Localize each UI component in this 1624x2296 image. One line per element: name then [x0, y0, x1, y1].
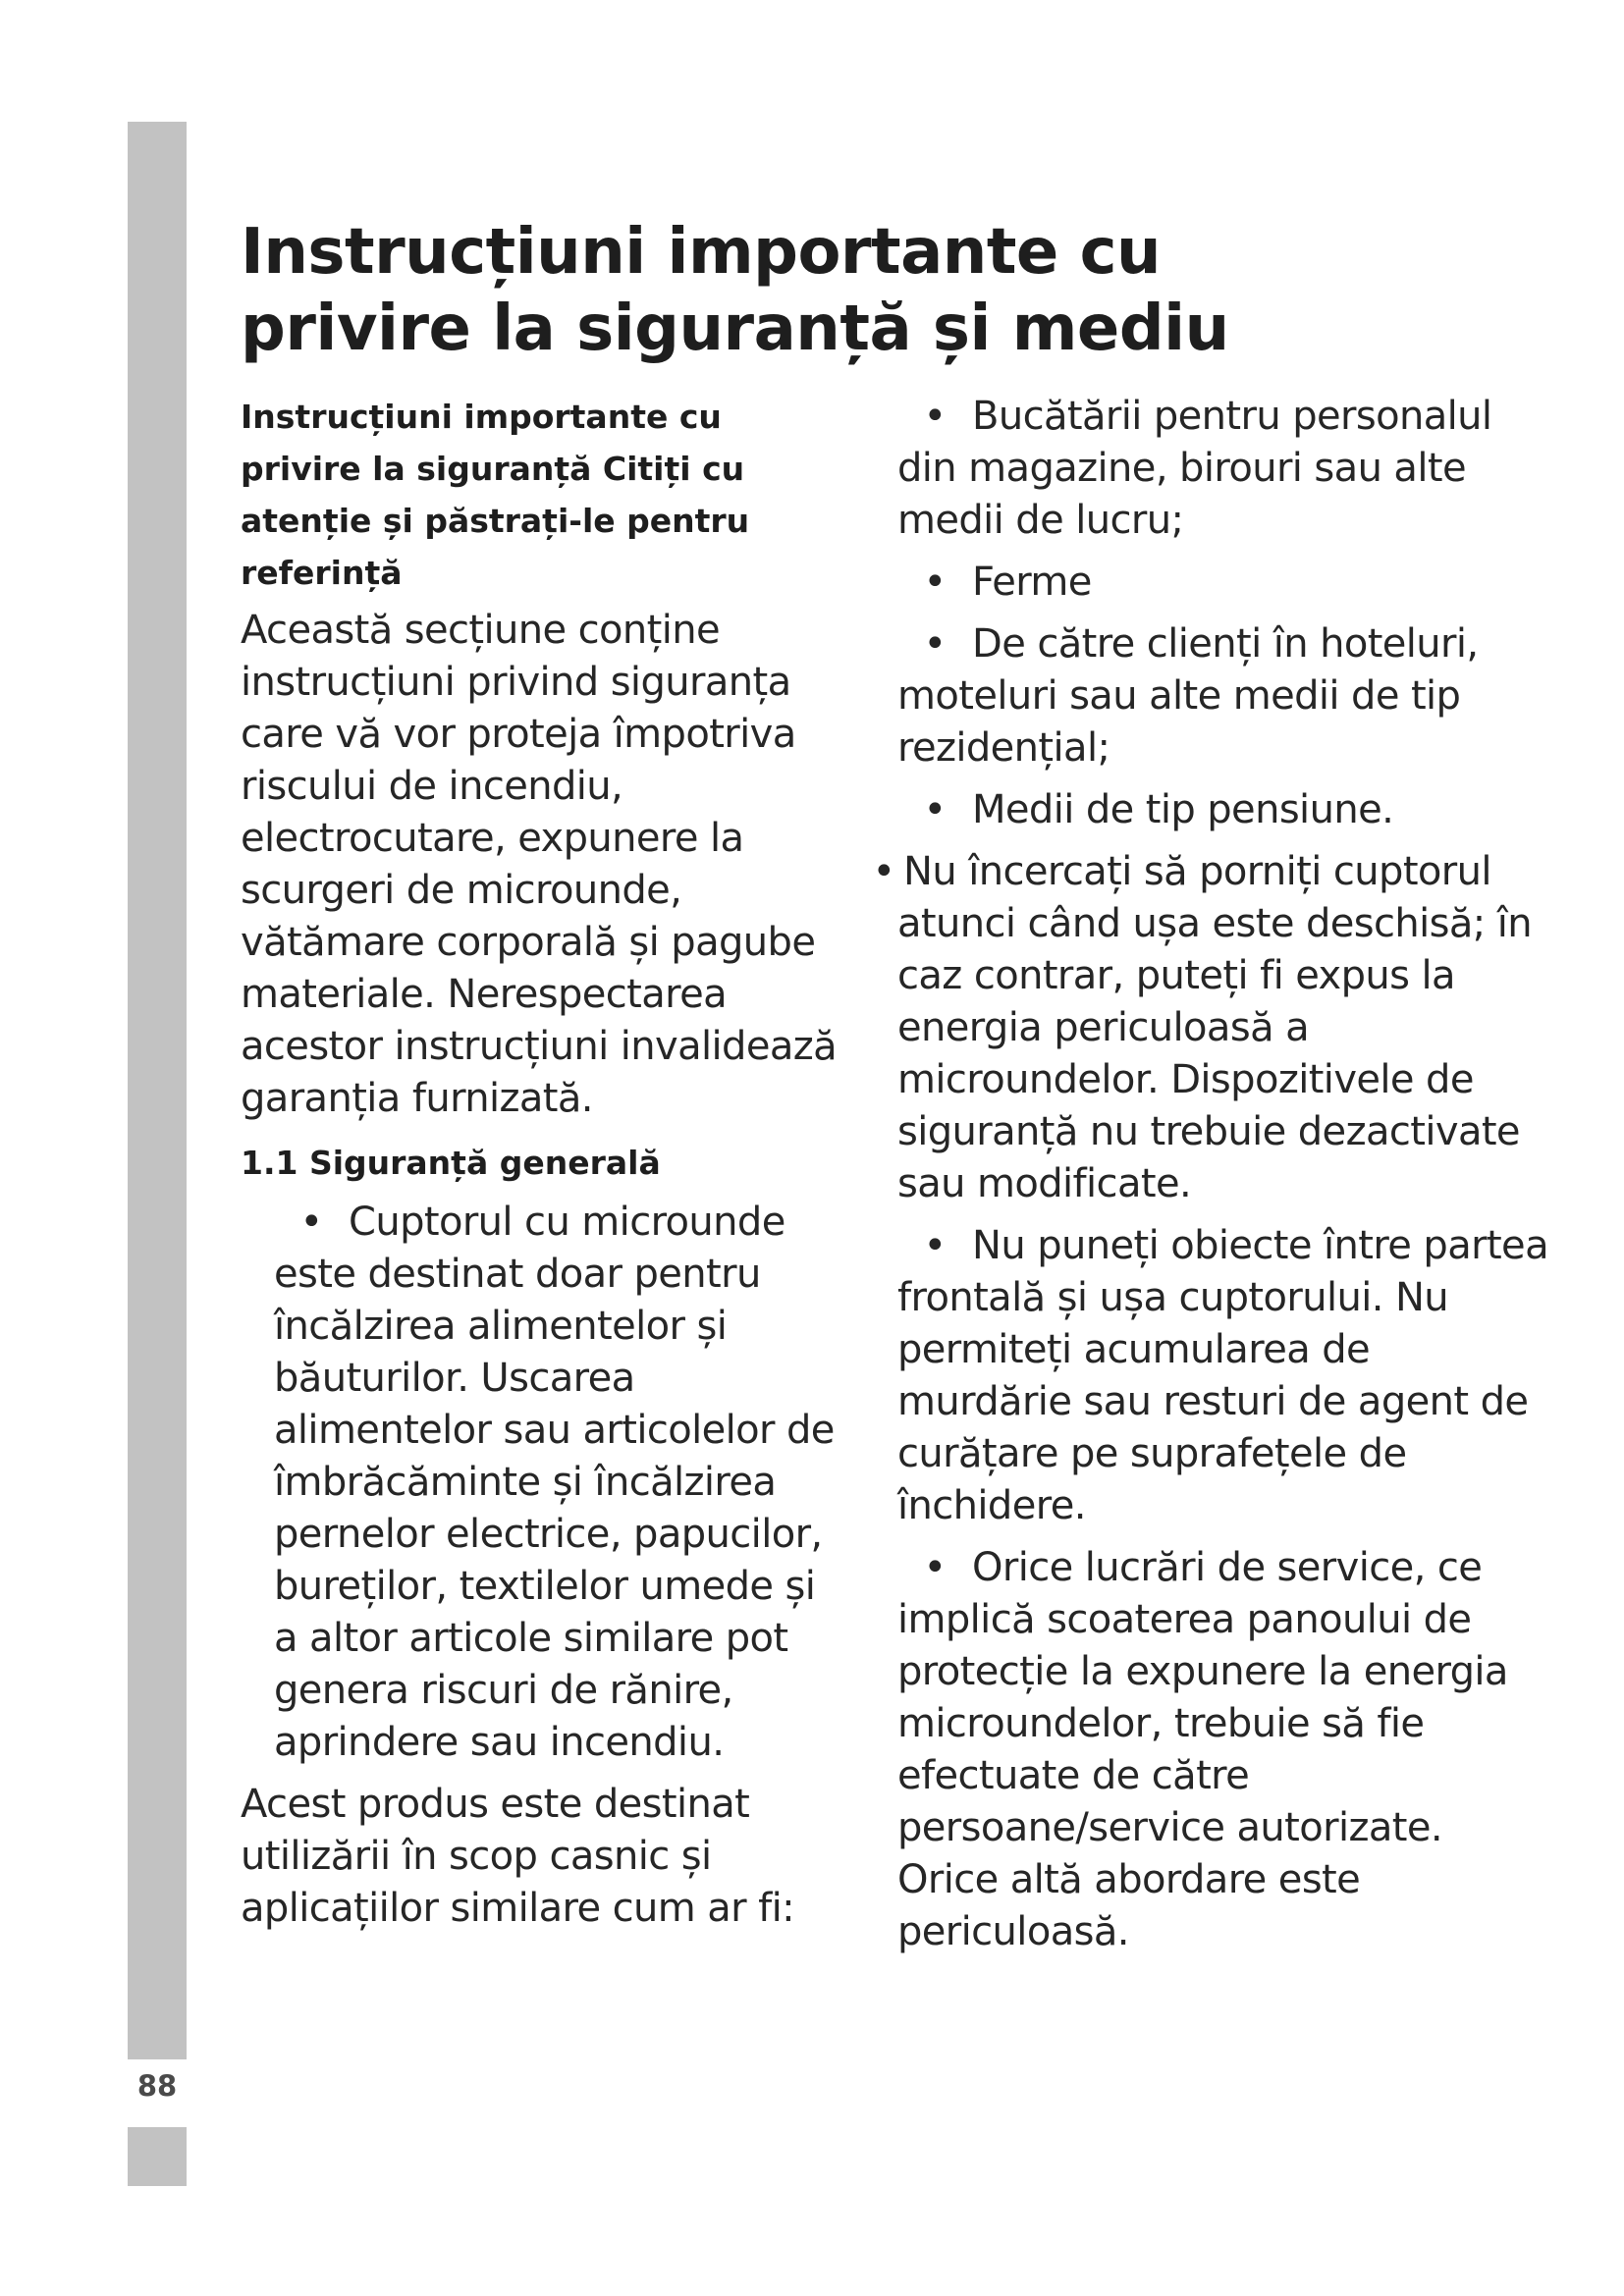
safety-heading: Instrucțiuni importante cu privire la siguranță Citiți cu atenție și păstrați-le pentru referință — [241, 398, 750, 592]
bullet-icon: • — [923, 560, 947, 605]
usage-item-text: De către clienți în hoteluri, moteluri sau alte medii de tip rezidențial; — [897, 621, 1479, 771]
side-color-block — [128, 2127, 187, 2186]
bullet-icon: • — [923, 621, 947, 667]
warning-text: Nu încercați să porniți cuptorul atunci când ușa este deschisă; în caz contrar, puteți fi expus la energia periculoasă a microundelor. Dispozitivele de siguranță nu trebuie dezactivate sau modificate. — [897, 849, 1533, 1206]
bullet-text: Cuptorul cu microunde este destinat doar pentru încălzirea alimentelor și băuturilor. Uscarea alimentelor sau articolelor de îmbrăcăminte și încălzirea pernelor electrice, papucilor, bureților, textilelor umede și a altor articole similare pot genera riscuri de rănire, aprindere sau incendiu. — [274, 1200, 835, 1765]
usage-item — [864, 618, 1551, 774]
bullet-icon: • — [923, 394, 947, 439]
bullet-icon: • — [923, 1223, 947, 1268]
warning-item — [864, 1542, 1551, 1958]
side-color-bar — [128, 122, 187, 2059]
warning-item — [864, 1220, 1551, 1532]
warning-item — [864, 846, 1551, 1210]
bullet-icon: • — [923, 787, 947, 832]
page-number: 88 — [136, 2069, 178, 2103]
right-column — [864, 391, 1551, 1968]
warning-text: Nu puneți obiecte între partea frontală și ușa cuptorului. Nu permiteți acumularea de murdărie sau resturi de agent de curățare pe suprafețele de închidere. — [897, 1223, 1548, 1528]
usage-item-text: Bucătării pentru personalul din magazine, birouri sau alte medii de lucru; — [897, 394, 1492, 543]
bullet-icon: • — [872, 849, 895, 894]
usage-item — [864, 557, 1551, 609]
bullet-microwave-purpose — [241, 1197, 839, 1769]
left-column — [241, 391, 839, 1935]
usage-item — [864, 391, 1551, 547]
intro-paragraph: Această secțiune conține instrucțiuni privind siguranța care vă vor proteja împotriva riscului de incendiu, electrocutare, expunere la scurgeri de microunde, vătămare corporală și pagube materiale. Nerespectarea acestor instrucțiuni invalidează garanția furnizată. — [241, 608, 838, 1121]
usage-item-text: Medii de tip pensiune. — [972, 787, 1394, 832]
bullet-icon: • — [299, 1200, 323, 1245]
warning-text: Orice lucrări de service, ce implică scoaterea panoului de protecție la expunere la energia microundelor, trebuie să fie efectuate de către persoane/service autorizate. Orice altă abordare este periculoasă. — [897, 1545, 1508, 1954]
usage-intro-paragraph: Acest produs este destinat utilizării în scop casnic și aplicațiilor similare cum ar fi: — [241, 1782, 795, 1931]
bullet-icon: • — [923, 1545, 947, 1590]
usage-item-text: Ferme — [972, 560, 1092, 605]
usage-item — [864, 784, 1551, 836]
section-heading-general-safety: 1.1 Siguranță generală — [241, 1144, 661, 1182]
page-title: Instrucțiuni importante cu privire la siguranță și mediu — [241, 216, 1229, 365]
